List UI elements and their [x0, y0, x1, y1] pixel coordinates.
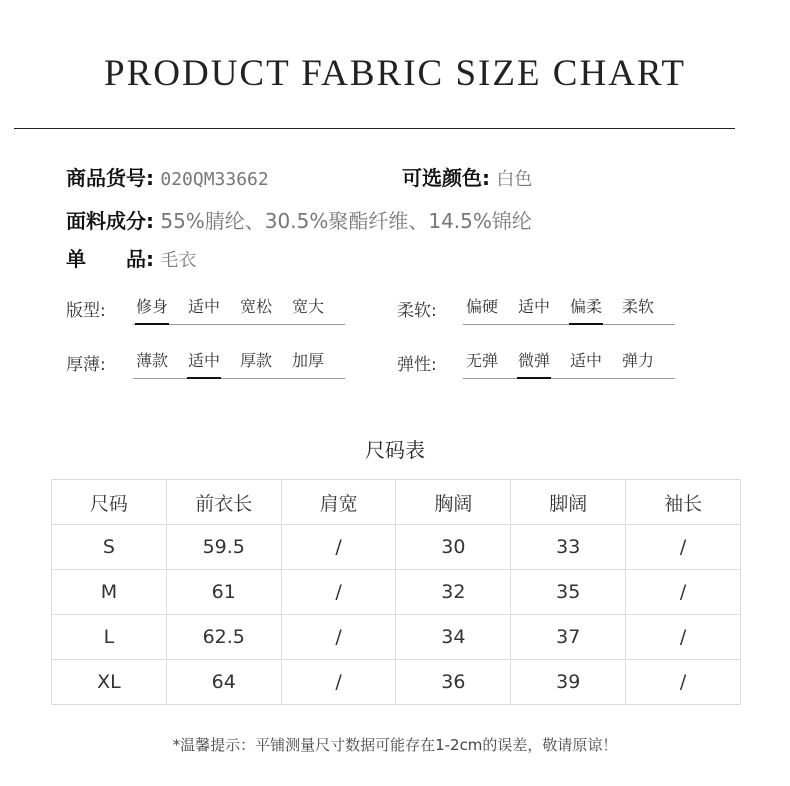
table-cell: 61	[166, 570, 281, 615]
softness-scale	[463, 294, 675, 325]
size-table-header-row	[52, 480, 741, 525]
table-cell: /	[626, 615, 741, 660]
softness-option: 柔软	[621, 297, 654, 316]
thickness-scale	[133, 348, 345, 379]
header-sleeve-length: 袖长	[626, 480, 741, 525]
item-number-row	[66, 162, 269, 191]
color-label: 可选颜色:	[402, 166, 490, 190]
single-item-value: 毛衣	[160, 250, 197, 271]
header-chest-width: 胸阔	[396, 480, 511, 525]
softness-option: 适中	[517, 297, 550, 316]
title-divider	[14, 128, 735, 129]
thickness-option: 加厚	[291, 351, 324, 370]
fabric-row	[66, 205, 532, 234]
table-cell: /	[626, 570, 741, 615]
table-cell: /	[626, 525, 741, 570]
fabric-label: 面料成分:	[66, 209, 154, 233]
table-cell: L	[52, 615, 167, 660]
table-cell: 30	[396, 525, 511, 570]
table-cell: 64	[166, 660, 281, 705]
thickness-option: 厚款	[239, 351, 272, 370]
elasticity-label: 弹性:	[397, 355, 437, 375]
table-row	[52, 525, 741, 570]
elasticity-option: 适中	[569, 351, 602, 370]
table-cell: 32	[396, 570, 511, 615]
table-cell: M	[52, 570, 167, 615]
header-shoulder-width: 肩宽	[281, 480, 396, 525]
table-cell: 35	[511, 570, 626, 615]
single-item-row	[66, 243, 196, 272]
softness-option-selected: 偏柔	[567, 294, 605, 317]
table-row	[52, 570, 741, 615]
fit-option-selected: 修身	[133, 294, 171, 317]
fit-option: 宽松	[239, 297, 272, 316]
fit-option: 宽大	[291, 297, 324, 316]
item-number-value: 020QM33662	[160, 169, 269, 190]
size-table	[51, 479, 741, 705]
table-cell: /	[281, 615, 396, 660]
header-size: 尺码	[52, 480, 167, 525]
header-hem-width: 脚阔	[511, 480, 626, 525]
table-cell: /	[626, 660, 741, 705]
table-cell: 37	[511, 615, 626, 660]
measurement-note: *温馨提示：平铺测量尺寸数据可能存在1-2cm的误差，敬请原谅！	[172, 736, 618, 754]
table-cell: /	[281, 525, 396, 570]
elasticity-option: 无弹	[465, 351, 498, 370]
thickness-label: 厚薄:	[66, 355, 106, 375]
table-cell: XL	[52, 660, 167, 705]
softness-option: 偏硬	[465, 297, 498, 316]
table-cell: 36	[396, 660, 511, 705]
elasticity-option: 弹力	[621, 351, 654, 370]
item-number-label: 商品货号:	[66, 166, 154, 190]
thickness-option-selected: 适中	[185, 348, 223, 371]
table-cell: 62.5	[166, 615, 281, 660]
table-cell: 59.5	[166, 525, 281, 570]
table-cell: 34	[396, 615, 511, 660]
table-cell: S	[52, 525, 167, 570]
table-row	[52, 660, 741, 705]
thickness-option: 薄款	[135, 351, 168, 370]
color-value: 白色	[496, 169, 533, 190]
table-cell: 39	[511, 660, 626, 705]
single-item-label: 单 品:	[66, 247, 154, 271]
table-row	[52, 615, 741, 660]
table-cell: /	[281, 660, 396, 705]
size-table-title: 尺码表	[365, 438, 425, 462]
fabric-value: 55%腈纶、30.5%聚酯纤维、14.5%锦纶	[160, 209, 532, 233]
table-cell: 33	[511, 525, 626, 570]
fit-label: 版型:	[66, 301, 106, 321]
softness-label: 柔软:	[397, 301, 437, 321]
fit-scale	[133, 294, 345, 325]
fit-option: 适中	[187, 297, 220, 316]
header-front-length: 前衣长	[166, 480, 281, 525]
table-cell: /	[281, 570, 396, 615]
elasticity-scale	[463, 348, 675, 379]
page-title: PRODUCT FABRIC SIZE CHART	[104, 53, 686, 94]
color-row	[402, 162, 532, 191]
elasticity-option-selected: 微弹	[515, 348, 553, 371]
